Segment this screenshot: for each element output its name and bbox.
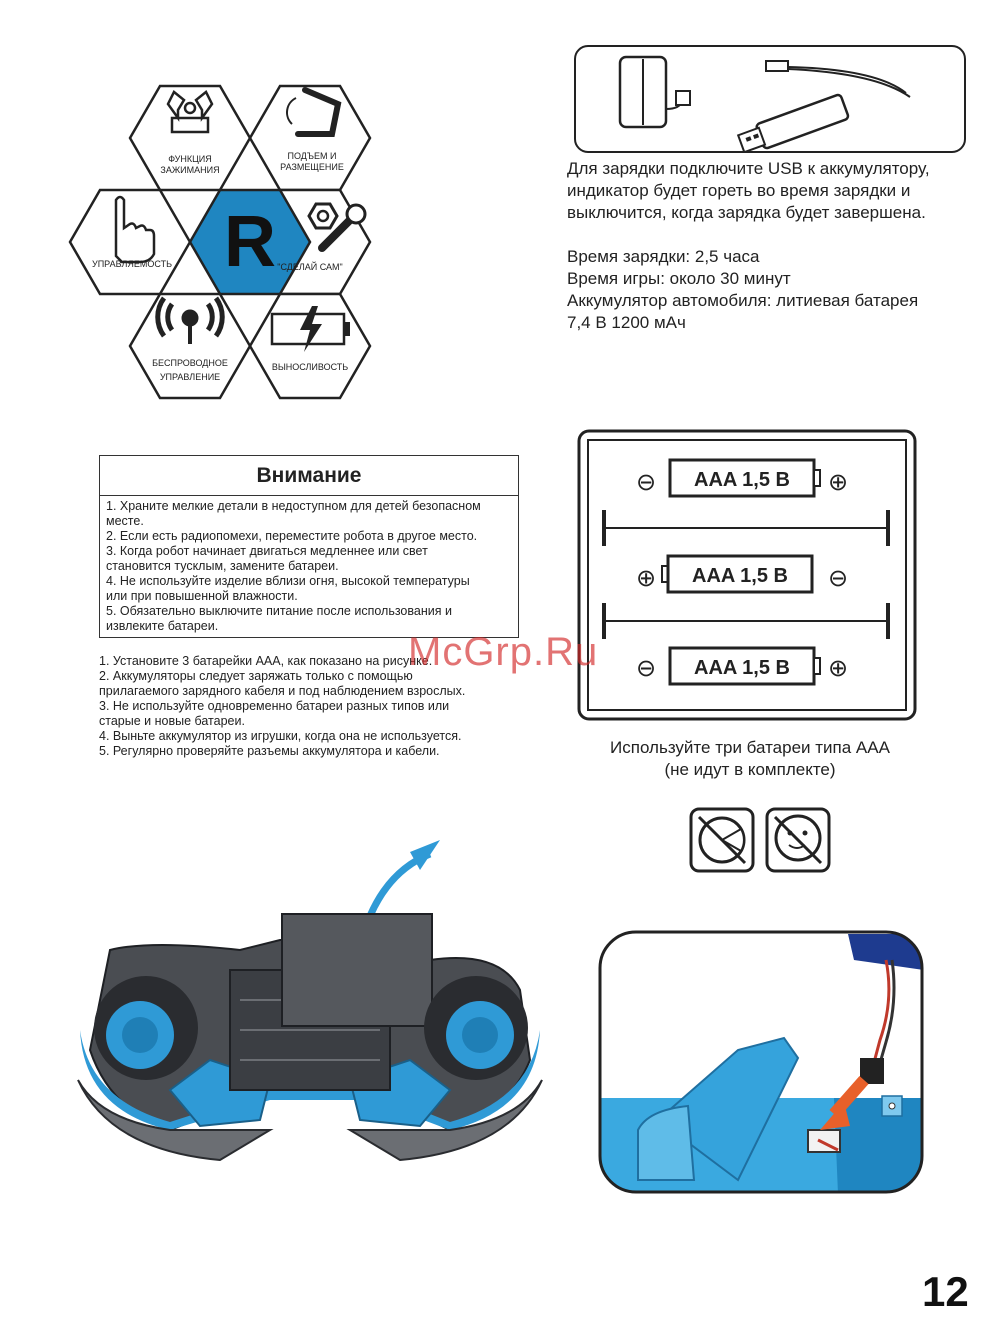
- label-wireless-1: БЕСПРОВОДНОЕ: [152, 358, 228, 368]
- battery-label: AAA 1,5 B: [694, 657, 790, 679]
- charging-line: выключится, когда зарядка будет завершена.: [567, 203, 926, 222]
- minus-icon: ⊖: [635, 468, 657, 496]
- label-wireless-2: УПРАВЛЕНИЕ: [159, 372, 221, 382]
- cable-connector-icon: [766, 61, 788, 71]
- label-control: УПРАВЛЯЕМОСТЬ: [91, 259, 173, 269]
- battery-charge-icon: [272, 306, 350, 352]
- battery-type: Аккумулятор автомобиля: литиевая батарея: [567, 291, 919, 310]
- warning-item: или при повышенной влажности.: [106, 589, 298, 603]
- label-clamp-1: ФУНКЦИЯ: [168, 154, 212, 164]
- play-time: Время игры: около 30 минут: [567, 269, 791, 288]
- page-number: 12: [922, 1268, 969, 1315]
- charger-illustration: [574, 45, 966, 153]
- minus-icon: ⊖: [827, 564, 849, 592]
- battery-compartment: [576, 428, 918, 722]
- warning-list: [106, 499, 514, 634]
- no-swallow-icon: [691, 809, 753, 871]
- warning-item: извлеките батареи.: [106, 619, 219, 633]
- minus-icon: ⊖: [635, 654, 657, 682]
- warning-item: 2. Если есть радиопомехи, переместите робота в другое место.: [106, 529, 478, 543]
- install-item: 2. Аккумуляторы следует заряжать только с помощью: [99, 669, 413, 683]
- install-item: 4. Выньте аккумулятор из игрушки, когда она не используется.: [99, 729, 462, 743]
- charging-line: индикатор будет гореть во время зарядки и: [567, 181, 911, 200]
- warning-box: [99, 455, 519, 638]
- plus-icon: ⊕: [827, 468, 849, 496]
- label-lift-2: РАЗМЕЩЕНИЕ: [280, 162, 344, 172]
- safety-symbols: [689, 807, 833, 873]
- usb-plug-icon: [737, 94, 849, 151]
- logo-letter: R: [224, 202, 276, 282]
- install-item: 5. Регулярно проверяйте разъемы аккумулятора и кабели.: [99, 744, 440, 758]
- warning-item: 4. Не используйте изделие вблизи огня, высокой температуры: [106, 574, 470, 588]
- hex-endurance: [250, 294, 370, 398]
- hex-lift: [250, 86, 370, 190]
- warning-item: 5. Обязательно выключите питание после использования и: [106, 604, 452, 618]
- label-clamp-2: ЗАЖИМАНИЯ: [160, 165, 220, 175]
- child-face-icon: [767, 809, 829, 871]
- warning-item: месте.: [106, 514, 144, 528]
- charging-instructions: [567, 158, 987, 224]
- install-item: 1. Установите 3 батарейки ААА, как показано на рисунке.: [99, 654, 433, 668]
- battery-caption: [576, 737, 924, 781]
- plus-icon: ⊕: [827, 654, 849, 682]
- battery-label: AAA 1,5 B: [694, 469, 790, 491]
- plus-icon: ⊕: [635, 564, 657, 592]
- charge-time: Время зарядки: 2,5 часа: [567, 247, 760, 266]
- watermark: McGrp.Ru: [408, 630, 599, 674]
- warning-title: Внимание: [100, 456, 518, 496]
- battery-connection-closeup: [598, 930, 924, 1194]
- warning-item: 3. Когда робот начинает двигаться медленнее или свет: [106, 544, 428, 558]
- label-lift-1: ПОДЪЕМ И: [287, 151, 337, 161]
- caption-line: (не идут в комплекте): [664, 760, 836, 779]
- install-item: старые и новые батареи.: [99, 714, 245, 728]
- feature-hexagons: [60, 78, 390, 408]
- caption-line: Используйте три батареи типа ААА: [610, 738, 890, 757]
- battery-specs: [567, 246, 987, 334]
- battery-type: 7,4 В 1200 мАч: [567, 313, 686, 332]
- warning-item: 1. Храните мелкие детали в недоступном для детей безопасном: [106, 499, 481, 513]
- battery-label: AAA 1,5 B: [692, 565, 788, 587]
- charging-line: Для зарядки подключите USB к аккумулятору,: [567, 159, 930, 178]
- install-item: 3. Не используйте одновременно батареи разных типов или: [99, 699, 450, 713]
- label-diy: "СДЕЛАЙ САМ": [277, 262, 343, 272]
- label-endurance: ВЫНОСЛИВОСТЬ: [271, 362, 349, 372]
- install-item: прилагаемого зарядного кабеля и под наблюдением взрослых.: [99, 684, 466, 698]
- battery-connector-icon: [676, 91, 690, 105]
- warning-item: становится тусклым, замените батареи.: [106, 559, 339, 573]
- robot-underside-illustration: [70, 830, 550, 1210]
